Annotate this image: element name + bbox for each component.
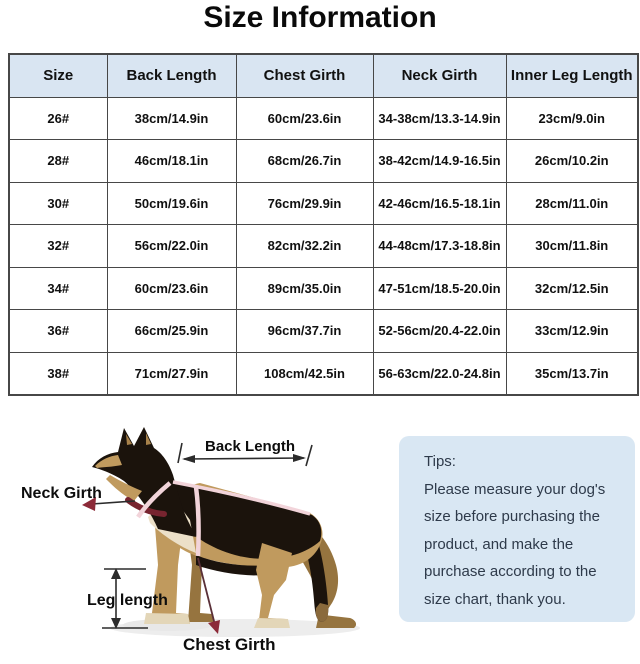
cell-back-length: 38cm/14.9in xyxy=(107,97,236,140)
cell-neck-girth: 47-51cm/18.5-20.0in xyxy=(373,267,506,310)
table-header-row xyxy=(9,54,638,97)
cell-chest-girth: 96cm/37.7in xyxy=(236,310,373,353)
cell-back-length: 46cm/18.1in xyxy=(107,140,236,183)
cell-neck-girth: 42-46cm/16.5-18.1in xyxy=(373,182,506,225)
cell-chest-girth: 82cm/32.2in xyxy=(236,225,373,268)
col-header-inner-leg-length: Inner Leg Length xyxy=(506,54,638,97)
dog-illustration xyxy=(0,425,400,664)
tips-line: size chart, thank you. xyxy=(424,590,566,608)
col-header-back-length: Back Length xyxy=(107,54,236,97)
size-table xyxy=(8,53,639,396)
cell-neck-girth: 38-42cm/14.9-16.5in xyxy=(373,140,506,183)
cell-chest-girth: 108cm/42.5in xyxy=(236,352,373,395)
cell-size: 38# xyxy=(9,352,107,395)
cell-size: 32# xyxy=(9,225,107,268)
table-row xyxy=(9,225,638,268)
cell-chest-girth: 89cm/35.0in xyxy=(236,267,373,310)
cell-inner-leg-length: 33cm/12.9in xyxy=(506,310,638,353)
tips-line: product, and make the xyxy=(424,535,574,553)
tips-box xyxy=(399,436,635,622)
table-row xyxy=(9,267,638,310)
cell-size: 36# xyxy=(9,310,107,353)
cell-size: 26# xyxy=(9,97,107,140)
cell-inner-leg-length: 32cm/12.5in xyxy=(506,267,638,310)
back-length-label: Back Length xyxy=(205,438,296,455)
table-row xyxy=(9,97,638,140)
cell-chest-girth: 68cm/26.7in xyxy=(236,140,373,183)
cell-back-length: 56cm/22.0in xyxy=(107,225,236,268)
measurement-diagram xyxy=(0,425,400,664)
cell-neck-girth: 56-63cm/22.0-24.8in xyxy=(373,352,506,395)
tips-heading: Tips: xyxy=(424,453,456,470)
cell-size: 34# xyxy=(9,267,107,310)
cell-inner-leg-length: 23cm/9.0in xyxy=(506,97,638,140)
cell-chest-girth: 76cm/29.9in xyxy=(236,182,373,225)
cell-inner-leg-length: 30cm/11.8in xyxy=(506,225,638,268)
cell-inner-leg-length: 35cm/13.7in xyxy=(506,352,638,395)
leg-length-label: Leg length xyxy=(87,592,168,609)
cell-back-length: 66cm/25.9in xyxy=(107,310,236,353)
col-header-chest-girth: Chest Girth xyxy=(236,54,373,97)
cell-neck-girth: 44-48cm/17.3-18.8in xyxy=(373,225,506,268)
table-row xyxy=(9,140,638,183)
cell-size: 30# xyxy=(9,182,107,225)
cell-inner-leg-length: 26cm/10.2in xyxy=(506,140,638,183)
cell-neck-girth: 52-56cm/20.4-22.0in xyxy=(373,310,506,353)
cell-back-length: 50cm/19.6in xyxy=(107,182,236,225)
page-title: Size Information xyxy=(203,1,437,34)
col-header-size: Size xyxy=(9,54,107,97)
cell-back-length: 60cm/23.6in xyxy=(107,267,236,310)
neck-girth-label: Neck Girth xyxy=(21,485,102,502)
cell-neck-girth: 34-38cm/13.3-14.9in xyxy=(373,97,506,140)
tips-line: purchase according to the xyxy=(424,563,597,580)
table-row xyxy=(9,182,638,225)
cell-back-length: 71cm/27.9in xyxy=(107,352,236,395)
tips-line: size before purchasing the xyxy=(424,508,600,525)
cell-chest-girth: 60cm/23.6in xyxy=(236,97,373,140)
chest-girth-label: Chest Girth xyxy=(183,635,276,654)
cell-inner-leg-length: 28cm/11.0in xyxy=(506,182,638,225)
tips-line: Please measure your dog's xyxy=(424,480,606,498)
table-row xyxy=(9,352,638,395)
col-header-neck-girth: Neck Girth xyxy=(373,54,506,97)
table-row xyxy=(9,310,638,353)
cell-size: 28# xyxy=(9,140,107,183)
